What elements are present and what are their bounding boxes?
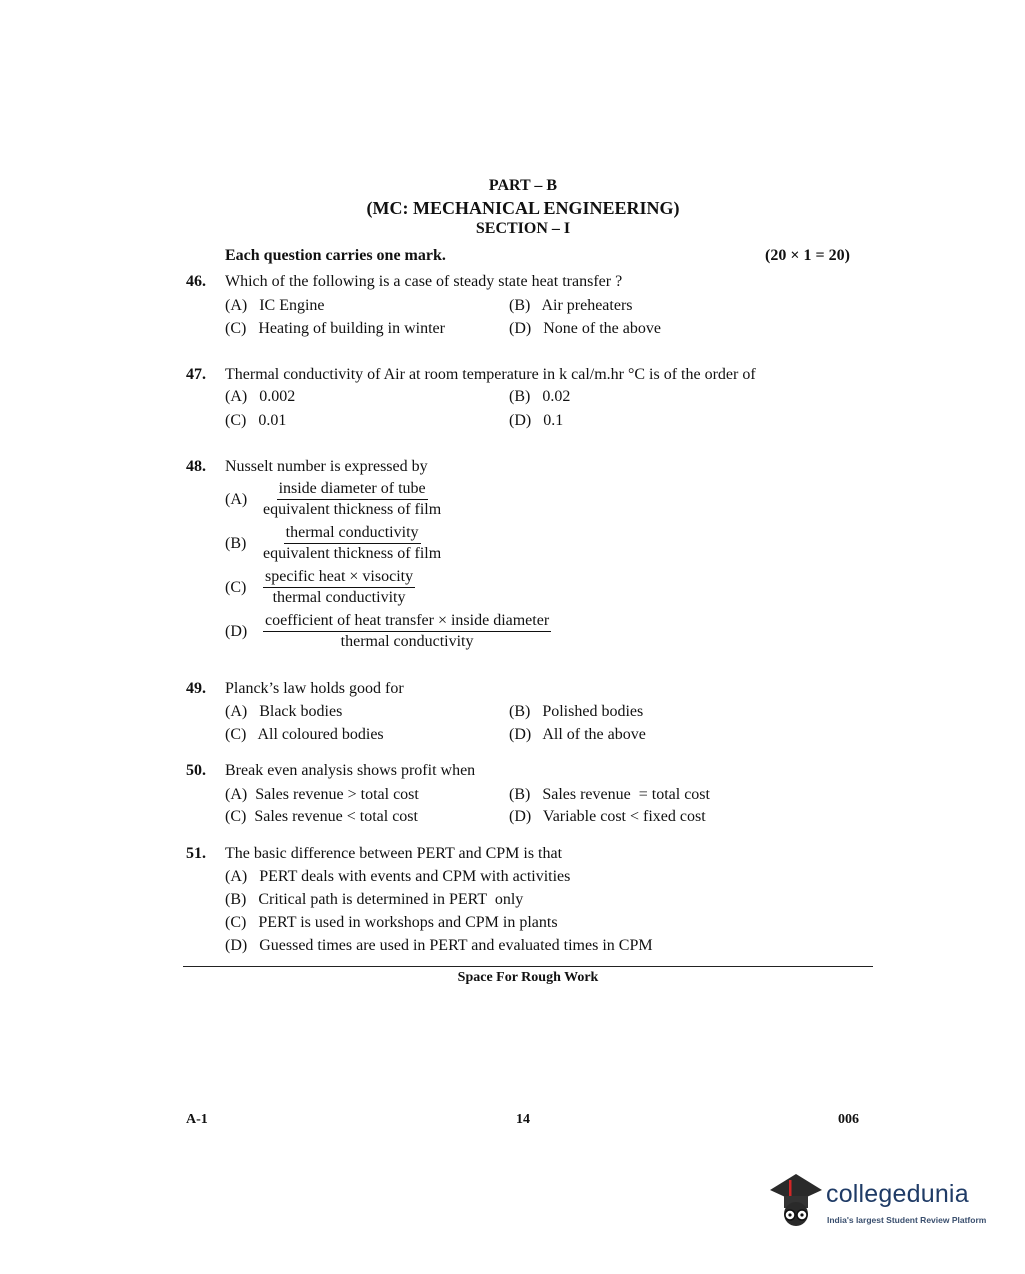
question-text: Thermal conductivity of Air at room temperature in k cal/m.hr °C is of the order of: [225, 366, 756, 383]
option-a: (A) PERT deals with events and CPM with activities: [225, 868, 571, 885]
question-text: Nusselt number is expressed by: [225, 458, 428, 475]
question-number: 47.: [186, 366, 206, 383]
option-a: (A) Black bodies: [225, 703, 343, 720]
part-heading: PART – B: [488, 177, 558, 194]
subject-heading: (MC: MECHANICAL ENGINEERING): [366, 198, 680, 218]
brand-name: collegedunia: [826, 1180, 969, 1208]
option-d: [225, 612, 551, 651]
option-a: (A) Sales revenue > total cost: [225, 786, 419, 803]
option-a: [225, 480, 441, 519]
option-label: (B): [225, 534, 247, 552]
footer-code: A-1: [186, 1112, 208, 1127]
option-d: (D) All of the above: [509, 726, 646, 743]
denominator: thermal conductivity: [272, 589, 406, 606]
option-b: (B) Sales revenue = total cost: [509, 786, 710, 803]
option-c: (C) 0.01: [225, 412, 287, 429]
option-c: (C) Sales revenue < total cost: [225, 808, 418, 825]
option-a: (A) IC Engine: [225, 297, 325, 314]
question-number: 46.: [186, 273, 206, 290]
option-d: (D) 0.1: [509, 412, 564, 429]
question-number: 51.: [186, 845, 206, 862]
denominator: equivalent thickness of film: [263, 545, 442, 562]
fraction: [263, 480, 441, 519]
option-d: (D) Variable cost < fixed cost: [509, 808, 706, 825]
denominator: thermal conductivity: [340, 633, 474, 650]
page-number: 14: [516, 1112, 530, 1127]
marks-text: (20 × 1 = 20): [765, 247, 850, 264]
option-c: (C) All coloured bodies: [225, 726, 384, 743]
question-number: 48.: [186, 458, 206, 475]
option-label: (D): [225, 622, 248, 640]
numerator: thermal conductivity: [284, 524, 421, 544]
numerator: specific heat × visocity: [263, 568, 415, 588]
option-c: (C) Heating of building in winter: [225, 320, 445, 337]
divider-rule: [183, 966, 873, 967]
instruction-text: Each question carries one mark.: [225, 247, 446, 264]
question-text: Planck’s law holds good for: [225, 680, 404, 697]
section-heading: SECTION – I: [475, 220, 571, 237]
option-c: [225, 568, 415, 607]
denominator: equivalent thickness of film: [263, 501, 442, 518]
fraction: [263, 612, 551, 651]
option-b: (B) Critical path is determined in PERT only: [225, 891, 524, 908]
rough-work-label: Space For Rough Work: [457, 970, 599, 985]
option-label: (A): [225, 490, 248, 508]
fraction: [263, 568, 415, 607]
question-number: 50.: [186, 762, 206, 779]
brand-tagline: India's largest Student Review Platform: [827, 1215, 987, 1225]
option-b: (B) Air preheaters: [509, 297, 633, 314]
option-a: (A) 0.002: [225, 388, 296, 405]
option-b: (B) Polished bodies: [509, 703, 644, 720]
fraction: [263, 524, 441, 563]
numerator: inside diameter of tube: [277, 480, 428, 500]
option-b: [225, 524, 441, 563]
option-label: (C): [225, 578, 247, 596]
option-c: (C) PERT is used in workshops and CPM in plants: [225, 914, 558, 931]
question-text: Break even analysis shows profit when: [225, 762, 476, 779]
numerator: coefficient of heat transfer × inside diameter: [263, 612, 551, 632]
question-text: Which of the following is a case of steady state heat transfer ?: [225, 273, 623, 290]
question-text: The basic difference between PERT and CPM is that: [225, 845, 563, 862]
option-d: (D) None of the above: [509, 320, 661, 337]
booklet-code: 006: [838, 1112, 859, 1127]
option-d: (D) Guessed times are used in PERT and evaluated times in CPM: [225, 937, 653, 954]
option-b: (B) 0.02: [509, 388, 571, 405]
question-number: 49.: [186, 680, 206, 697]
